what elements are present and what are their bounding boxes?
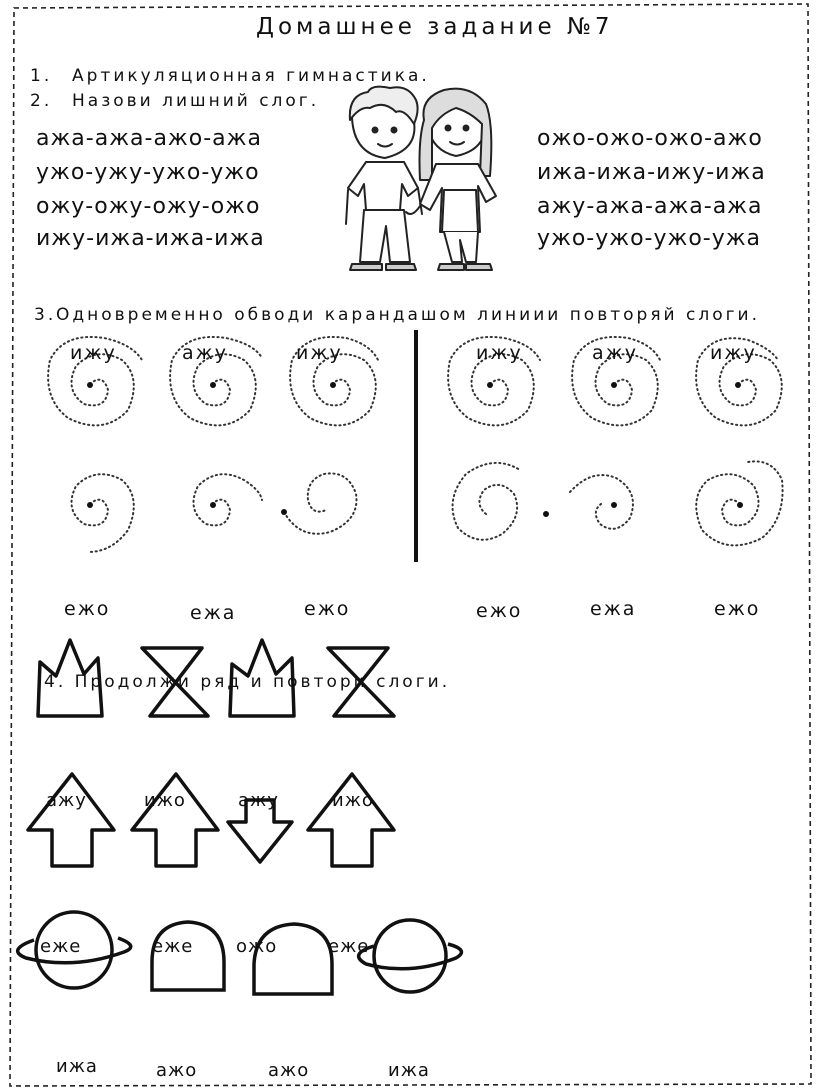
spiral-group xyxy=(48,337,782,552)
planet-label: ожо xyxy=(236,936,278,957)
spiral-12 xyxy=(696,461,782,545)
arrow-up-1 xyxy=(28,774,114,866)
spiral-bottom-label: ежо xyxy=(304,598,351,620)
task-1-text: Артикуляционная гимнастика. xyxy=(72,66,430,86)
spiral-label: ижу xyxy=(296,342,343,364)
task-marker-3: 3. xyxy=(34,305,57,325)
spiral-11 xyxy=(570,475,633,529)
spiral-label: ижу xyxy=(476,342,523,364)
arrow-label: ажу xyxy=(46,790,87,811)
task-4-text: 4. Продолжи ряд и повтори слоги. xyxy=(44,672,451,692)
spiral-9 xyxy=(284,473,356,533)
spiral-label: ижу xyxy=(710,342,757,364)
arrow-label: ижо xyxy=(332,790,374,811)
spiral-label: ижу xyxy=(70,342,117,364)
bottom-label: ижа xyxy=(388,1060,430,1081)
arrow-row xyxy=(28,774,394,866)
spiral-bottom-label: ежа xyxy=(590,598,637,620)
planet-label: еже xyxy=(152,936,194,957)
page-title: Домашнее задание №7 xyxy=(256,14,614,40)
spiral-bottom-label: ежо xyxy=(714,598,761,620)
task-marker-2: 2. xyxy=(30,91,53,111)
spiral-bottom-label: ежо xyxy=(64,598,111,620)
task-4-label: Продолжи ряд и повтори слоги. xyxy=(74,672,451,692)
arrow-up-3 xyxy=(308,774,394,866)
bottom-label: ижа xyxy=(56,1056,98,1077)
syllable-row: ижу-ижа-ижа-ижа xyxy=(36,226,265,251)
syllable-row: ужо-ужо-ужо-ужа xyxy=(537,226,762,251)
planet-label: еже xyxy=(40,936,82,957)
arrow-label: ижо xyxy=(144,790,186,811)
spiral-bottom-label: ежа xyxy=(190,602,237,624)
syllable-row: ажа-ажа-ажо-ажа xyxy=(36,126,262,151)
syllable-row: ижа-ижа-ижу-ижа xyxy=(537,160,766,185)
spiral-label: ажу xyxy=(592,342,639,364)
syllable-row: ожо-ожо-ожо-ажо xyxy=(537,126,763,151)
planet-shape-2 xyxy=(374,920,446,992)
spiral-label: ажу xyxy=(182,342,229,364)
spiral-8 xyxy=(194,474,263,525)
bottom-label: ажо xyxy=(156,1060,198,1081)
spiral-10 xyxy=(453,463,520,540)
syllable-row: ужо-ужу-ужо-ужо xyxy=(36,160,260,185)
spiral-bottom-label: ежо xyxy=(476,600,523,622)
arrow-label: ажу xyxy=(238,790,279,811)
arrow-up-2 xyxy=(132,774,218,866)
task-2-text: Назови лишний слог. xyxy=(72,91,320,111)
bottom-label: ажо xyxy=(268,1060,310,1081)
syllable-row: ажу-ажа-ажа-ажа xyxy=(537,194,763,219)
spiral-centers xyxy=(87,382,743,517)
task-marker-1: 1. xyxy=(30,66,53,86)
dome-shape-2 xyxy=(254,924,332,994)
task-3-text: Одновременно обводи карандашом линиии повторяй слоги. xyxy=(56,305,760,325)
syllable-row: ожу-ожу-ожу-ожо xyxy=(36,194,261,219)
spiral-7 xyxy=(72,474,134,552)
children-illustration xyxy=(346,87,496,270)
planet-label: еже xyxy=(328,936,370,957)
